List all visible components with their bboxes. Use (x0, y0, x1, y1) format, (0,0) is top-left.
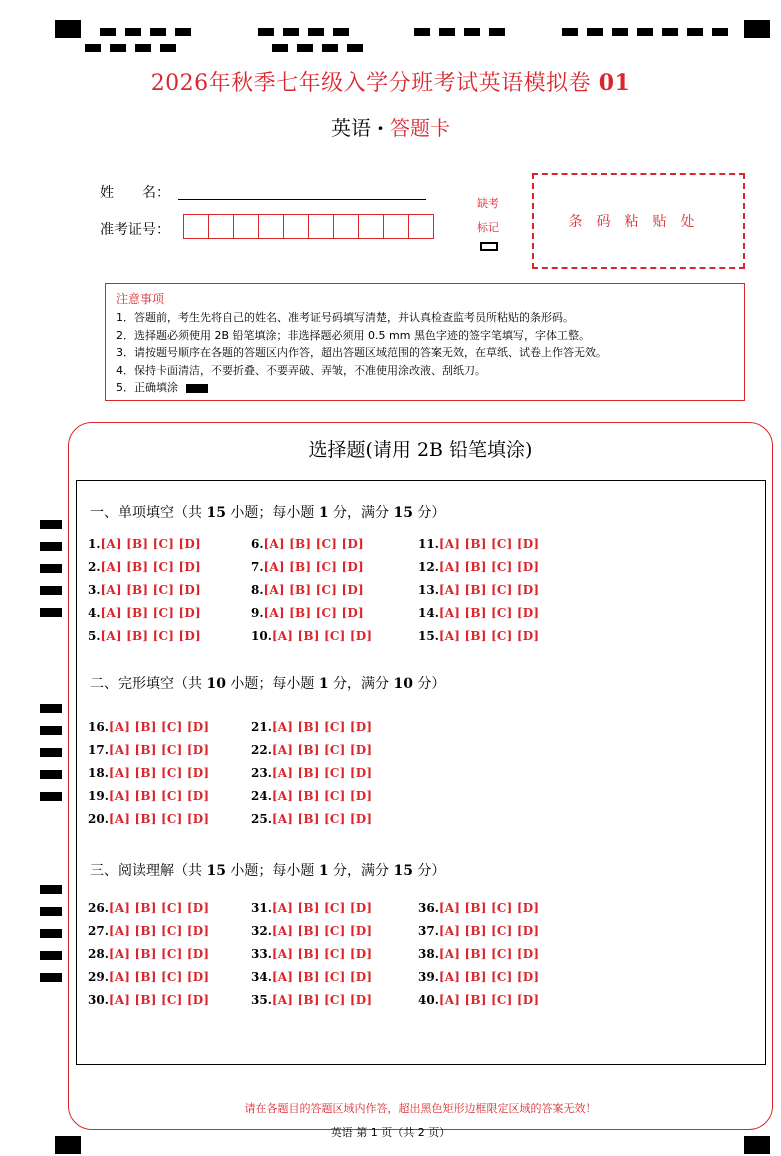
code-mark (439, 28, 455, 36)
question-8[interactable] (251, 583, 364, 597)
id-box[interactable] (333, 214, 359, 239)
question-number: 30. (88, 993, 109, 1007)
answer-options[interactable]: [A] [B] [C] [D] (271, 993, 373, 1007)
exam-title: 2026年秋季七年级入学分班考试英语模拟卷 01 (150, 70, 631, 96)
question-1[interactable] (88, 537, 201, 551)
question-36[interactable] (418, 901, 539, 915)
question-9[interactable] (251, 606, 364, 620)
question-number: 22. (251, 743, 272, 757)
section-heading-2: 二、完形填空（共 10 小题；每小题 1 分，满分 10 分） (90, 676, 446, 692)
code-mark (100, 28, 116, 36)
id-label: 准考证号： (100, 222, 170, 238)
question-28[interactable] (88, 947, 209, 961)
id-box[interactable] (358, 214, 384, 239)
question-number: 26. (88, 901, 109, 915)
question-15[interactable] (418, 629, 539, 643)
question-number: 23. (251, 766, 272, 780)
question-number: 24. (251, 789, 272, 803)
question-22[interactable] (251, 743, 372, 757)
question-2[interactable] (88, 560, 201, 574)
answer-options[interactable]: [A] [B] [C] [D] (438, 901, 540, 915)
code-mark (612, 28, 628, 36)
boundary-warning: 请在各题目的答题区域内作答，超出黑色矩形边框限定区域的答案无效！ (244, 1102, 597, 1115)
question-35[interactable] (251, 993, 372, 1007)
question-18[interactable] (88, 766, 209, 780)
question-number: 20. (88, 812, 109, 826)
question-40[interactable] (418, 993, 539, 1007)
question-number: 36. (418, 901, 439, 915)
answer-options[interactable]: [A] [B] [C] [D] (438, 970, 540, 984)
answer-options[interactable]: [A] [B] [C] [D] (438, 924, 540, 938)
answer-options[interactable]: [A] [B] [C] [D] (108, 901, 210, 915)
question-32[interactable] (251, 924, 372, 938)
code-mark (637, 28, 653, 36)
question-number: 4. (88, 606, 101, 620)
answer-options[interactable]: [A] [B] [C] [D] (438, 629, 540, 643)
id-box[interactable] (408, 214, 434, 239)
answer-options[interactable]: [A] [B] [C] [D] (100, 629, 201, 643)
code-mark (297, 44, 313, 52)
question-14[interactable] (418, 606, 539, 620)
question-39[interactable] (418, 970, 539, 984)
question-3[interactable] (88, 583, 201, 597)
question-25[interactable] (251, 812, 372, 826)
question-20[interactable] (88, 812, 209, 826)
question-27[interactable] (88, 924, 209, 938)
choice-title: 选择题(请用 2B 铅笔填涂) (308, 439, 533, 461)
code-mark (40, 929, 62, 938)
answer-options[interactable]: [A] [B] [C] [D] (100, 583, 201, 597)
answer-options[interactable]: [A] [B] [C] [D] (271, 789, 373, 803)
question-number: 34. (251, 970, 272, 984)
question-number: 37. (418, 924, 439, 938)
answer-options[interactable]: [A] [B] [C] [D] (438, 606, 540, 620)
answer-options[interactable]: [A] [B] [C] [D] (108, 789, 210, 803)
question-16[interactable] (88, 720, 209, 734)
question-13[interactable] (418, 583, 539, 597)
answer-options[interactable]: [A] [B] [C] [D] (271, 924, 373, 938)
answer-options[interactable]: [A] [B] [C] [D] (271, 812, 373, 826)
question-number: 28. (88, 947, 109, 961)
code-mark (40, 951, 62, 960)
question-4[interactable] (88, 606, 201, 620)
notice-heading: 注意事项 (116, 292, 165, 306)
code-mark (283, 28, 299, 36)
code-mark (135, 44, 151, 52)
code-mark (489, 28, 505, 36)
question-number: 39. (418, 970, 439, 984)
code-mark (40, 542, 62, 551)
answer-options[interactable]: [A] [B] [C] [D] (108, 743, 210, 757)
code-mark (110, 44, 126, 52)
page-number: 英语 第 1 页（共 2 页） (330, 1126, 451, 1139)
notice-item: 1．答题前，考生先将自己的姓名、准考证号码填写清楚，并认真检查监考员所粘贴的条形码。 (116, 311, 574, 324)
id-box[interactable] (283, 214, 309, 239)
code-mark (150, 28, 166, 36)
answer-options[interactable]: [A] [B] [C] [D] (438, 993, 540, 1007)
answer-options[interactable]: [A] [B] [C] [D] (100, 560, 201, 574)
notice-item: 2．选择题必须使用 2B 铅笔填涂；非选择题必须用 0.5 mm 黑色字迹的签字笔填写，字体工整。 (116, 328, 590, 342)
question-number: 14. (418, 606, 439, 620)
question-number: 9. (251, 606, 264, 620)
question-number: 19. (88, 789, 109, 803)
question-number: 6. (251, 537, 264, 551)
question-number: 8. (251, 583, 264, 597)
answer-options[interactable]: [A] [B] [C] [D] (271, 901, 373, 915)
question-number: 5. (88, 629, 101, 643)
question-number: 29. (88, 970, 109, 984)
question-37[interactable] (418, 924, 539, 938)
absent-mark-box[interactable] (480, 242, 498, 251)
barcode-label: 条码粘贴处 (568, 214, 709, 230)
code-mark (40, 608, 62, 617)
question-number: 15. (418, 629, 439, 643)
answer-options[interactable]: [A] [B] [C] [D] (108, 970, 210, 984)
question-number: 38. (418, 947, 439, 961)
question-31[interactable] (251, 901, 372, 915)
question-number: 40. (418, 993, 439, 1007)
question-23[interactable] (251, 766, 372, 780)
question-number: 18. (88, 766, 109, 780)
question-6[interactable] (251, 537, 364, 551)
id-box[interactable] (183, 214, 209, 239)
section-heading-1: 一、单项填空（共 15 小题；每小题 1 分，满分 15 分） (90, 505, 446, 521)
question-21[interactable] (251, 720, 372, 734)
code-mark (40, 564, 62, 573)
filled-sample-mark (186, 384, 208, 393)
answer-options[interactable]: [A] [B] [C] [D] (263, 560, 364, 574)
code-mark (272, 44, 288, 52)
code-mark (40, 907, 62, 916)
question-29[interactable] (88, 970, 209, 984)
id-box[interactable] (308, 214, 334, 239)
timing-mark (744, 20, 770, 38)
notice-box (105, 283, 745, 401)
code-mark (160, 44, 176, 52)
absent-mark-label-1: 缺考 (477, 197, 499, 210)
code-mark (562, 28, 578, 36)
code-mark (175, 28, 191, 36)
code-mark (687, 28, 703, 36)
answer-options[interactable]: [A] [B] [C] [D] (438, 583, 540, 597)
code-mark (712, 28, 728, 36)
answer-options[interactable]: [A] [B] [C] [D] (108, 766, 210, 780)
answer-options[interactable]: [A] [B] [C] [D] (263, 537, 364, 551)
question-number: 10. (251, 629, 272, 643)
question-17[interactable] (88, 743, 209, 757)
question-10[interactable] (251, 629, 372, 643)
answer-options[interactable]: [A] [B] [C] [D] (108, 947, 210, 961)
notice-item: 4．保持卡面清洁，不要折叠、不要弄破、弄皱，不准使用涂改液、刮纸刀。 (116, 363, 486, 377)
answer-options[interactable]: [A] [B] [C] [D] (271, 629, 373, 643)
answer-options[interactable]: [A] [B] [C] [D] (271, 766, 373, 780)
question-26[interactable] (88, 901, 209, 915)
question-number: 13. (418, 583, 439, 597)
answer-options[interactable]: [A] [B] [C] [D] (108, 720, 210, 734)
id-box[interactable] (258, 214, 284, 239)
code-mark (40, 704, 62, 713)
question-number: 21. (251, 720, 272, 734)
question-number: 17. (88, 743, 109, 757)
code-mark (40, 726, 62, 735)
question-24[interactable] (251, 789, 372, 803)
id-box[interactable] (233, 214, 259, 239)
code-mark (40, 520, 62, 529)
question-number: 33. (251, 947, 272, 961)
question-number: 31. (251, 901, 272, 915)
question-19[interactable] (88, 789, 209, 803)
answer-options[interactable]: [A] [B] [C] [D] (438, 560, 540, 574)
name-label: 姓 名： (100, 185, 170, 201)
barcode-area (532, 173, 745, 269)
code-mark (40, 973, 62, 982)
answer-options[interactable]: [A] [B] [C] [D] (263, 606, 364, 620)
question-number: 3. (88, 583, 101, 597)
answer-options[interactable]: [A] [B] [C] [D] (108, 924, 210, 938)
question-number: 16. (88, 720, 109, 734)
id-box[interactable] (383, 214, 409, 239)
absent-mark-label-2: 标记 (477, 221, 499, 234)
code-mark (347, 44, 363, 52)
answer-options[interactable]: [A] [B] [C] [D] (100, 537, 201, 551)
code-mark (40, 748, 62, 757)
question-number: 11. (418, 537, 439, 551)
answer-options[interactable]: [A] [B] [C] [D] (271, 970, 373, 984)
id-number-boxes[interactable] (183, 214, 433, 239)
question-34[interactable] (251, 970, 372, 984)
code-mark (258, 28, 274, 36)
code-mark (333, 28, 349, 36)
question-number: 25. (251, 812, 272, 826)
code-mark (464, 28, 480, 36)
section-heading-3: 三、阅读理解（共 15 小题；每小题 1 分，满分 15 分） (90, 863, 446, 879)
question-number: 12. (418, 560, 439, 574)
code-mark (125, 28, 141, 36)
question-12[interactable] (418, 560, 539, 574)
answer-options[interactable]: [A] [B] [C] [D] (271, 743, 373, 757)
answer-options[interactable]: [A] [B] [C] [D] (100, 606, 201, 620)
question-30[interactable] (88, 993, 209, 1007)
code-mark (40, 586, 62, 595)
code-mark (308, 28, 324, 36)
answer-options[interactable]: [A] [B] [C] [D] (271, 720, 373, 734)
code-mark (662, 28, 678, 36)
notice-item: 3．请按题号顺序在各题的答题区内作答，超出答题区域范围的答案无效，在草纸、试卷上作答无效。 (116, 346, 607, 359)
code-mark (587, 28, 603, 36)
question-number: 35. (251, 993, 272, 1007)
question-number: 1. (88, 537, 101, 551)
question-33[interactable] (251, 947, 372, 961)
answer-options[interactable]: [A] [B] [C] [D] (108, 993, 210, 1007)
question-number: 32. (251, 924, 272, 938)
code-mark (322, 44, 338, 52)
code-mark (40, 792, 62, 801)
answer-options[interactable]: [A] [B] [C] [D] (438, 537, 540, 551)
name-field[interactable] (178, 182, 426, 200)
question-number: 7. (251, 560, 264, 574)
question-number: 2. (88, 560, 101, 574)
code-mark (40, 885, 62, 894)
timing-mark (55, 20, 81, 38)
code-mark (40, 770, 62, 779)
answer-options[interactable]: [A] [B] [C] [D] (263, 583, 364, 597)
answer-options[interactable]: [A] [B] [C] [D] (108, 812, 210, 826)
question-5[interactable] (88, 629, 201, 643)
notice-item: 5．正确填涂 (116, 379, 734, 397)
code-mark (414, 28, 430, 36)
question-38[interactable] (418, 947, 539, 961)
answer-options[interactable]: [A] [B] [C] [D] (271, 947, 373, 961)
code-mark (85, 44, 101, 52)
question-11[interactable] (418, 537, 539, 551)
question-7[interactable] (251, 560, 364, 574)
answer-options[interactable]: [A] [B] [C] [D] (438, 947, 540, 961)
question-number: 27. (88, 924, 109, 938)
id-box[interactable] (208, 214, 234, 239)
card-subtitle: 英语 · 答题卡 (331, 116, 450, 140)
